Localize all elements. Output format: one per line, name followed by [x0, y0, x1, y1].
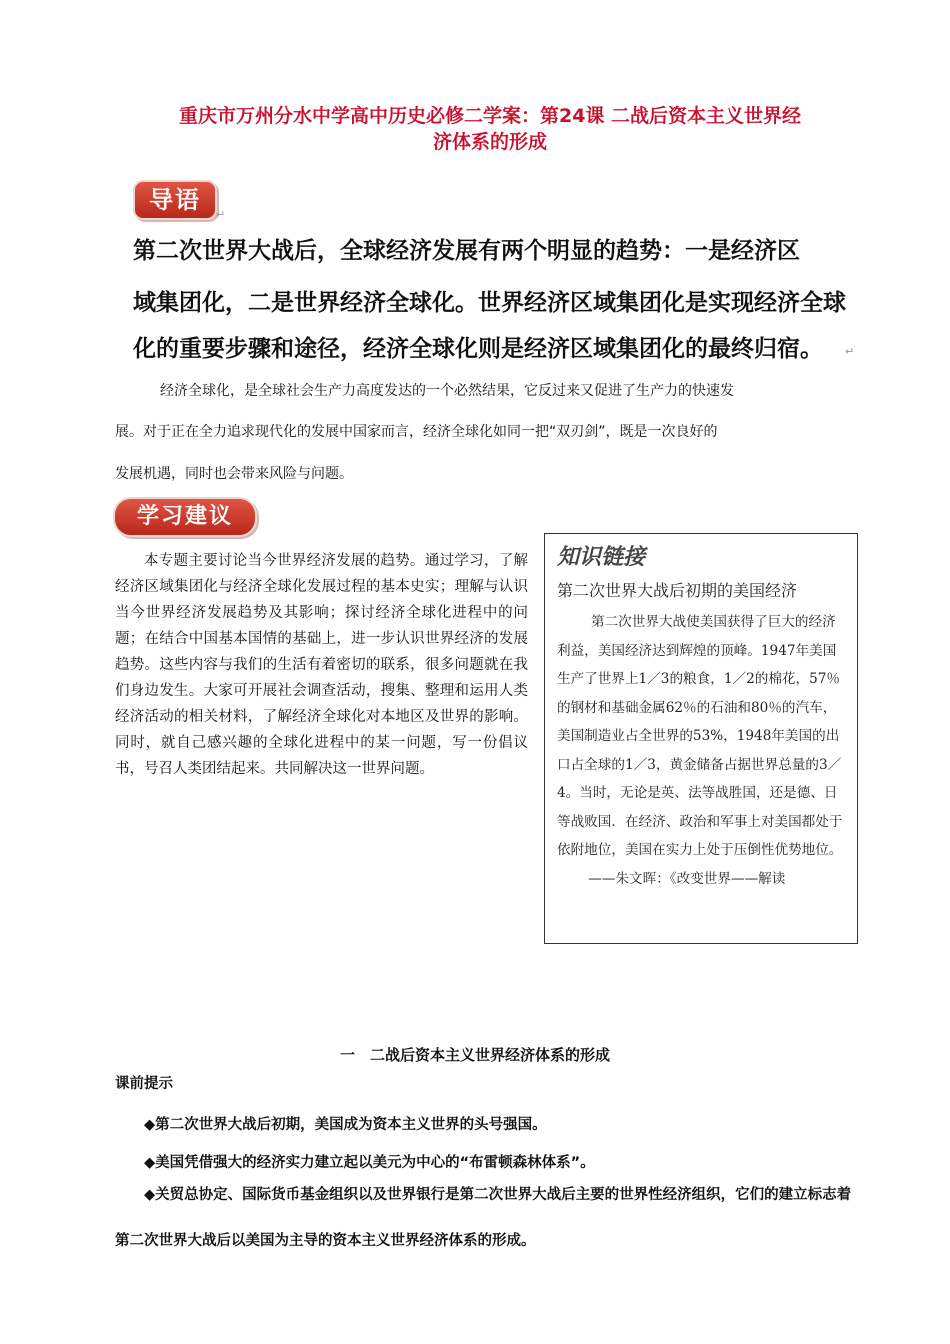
- knowledge-link-body: [557, 608, 849, 893]
- knowledge-link-box: [544, 533, 858, 944]
- knowledge-link-source: ——朱文晖：《改变世界——解读: [588, 870, 786, 887]
- study-suggestion-text: 本专题主要讨论当今世界经济发展的趋势。通过学习，了解经济区域集团化与经济全球化发展过程的基本史实；理解与认识当今世界经济发展趋势及其影响；探讨经济全球化进程中的问题；在结合中国基本国情的基础上，进一步认识世界经济的发展趋势。这些内容与我们的生活有着密切的联系，很多问题就在我们身边发生。大家可开展社会调查活动，搜集、整理和运用人类经济活动的相关材料，了解经济全球化对本地区及世界的影响。同时，就自己感兴趣的全球化进程中的某一问题，写一份倡议书，号召人类团结起来。共同解决这一世界问题。: [115, 553, 528, 777]
- hint-bullet-3-text: ◆关贸总协定、国际货币基金组织以及世界银行是第二次世界大战后主要的世界性经济组织，它们的建立标志着第二次世界大战后以美国为主导的资本主义世界经济体系的形成。: [115, 1187, 852, 1249]
- hint-bullet-1: [115, 1106, 860, 1144]
- hint-bullet-1-text: ◆第二次世界大战后初期，美国成为资本主义世界的头号强国。: [144, 1117, 547, 1133]
- study-suggestion: [115, 548, 528, 782]
- daoyu-label: 导语: [133, 180, 217, 220]
- paragraph-mark-icon: ↵: [845, 345, 855, 358]
- intro-big-line-1: 第二次世界大战后，全球经济发展有两个明显的趋势：一是经济区: [133, 238, 800, 264]
- title-line-1: 重庆市万州分水中学高中历史必修二学案：第24课 二战后资本主义世界经: [178, 105, 802, 127]
- paragraph-mark-icon: ↵: [216, 208, 226, 221]
- hint-bullet-3: [115, 1172, 860, 1264]
- intro-small-line-3: 发展机遇，同时也会带来风险与问题。: [115, 466, 353, 482]
- intro-small-line-2: 展。对于正在全力追求现代化的发展中国家而言，经济全球化如同一把“双刃剑”，既是一次良好的: [115, 424, 718, 440]
- xuexi-label: 学习建议: [113, 497, 257, 537]
- intro-big-line-3: 化的重要步骤和途径，经济全球化则是经济区域集团化的最终归宿。: [133, 336, 823, 362]
- pre-class-hint-label: 课前提示: [115, 1076, 173, 1092]
- intro-small-line-1: 经济全球化，是全球社会生产力高度发达的一个必然结果，它反过来又促进了生产力的快速发: [160, 383, 734, 399]
- hint-bullet-2-text: ◆美国凭借强大的经济实力建立起以美元为中心的“布雷顿森林体系”。: [144, 1155, 595, 1171]
- knowledge-link-subtitle: 第二次世界大战后初期的美国经济: [557, 581, 798, 600]
- title-line-2: 济体系的形成: [432, 131, 547, 153]
- section-title: 一 二战后资本主义世界经济体系的形成: [339, 1046, 610, 1064]
- knowledge-link-header: 知识链接: [557, 545, 646, 570]
- intro-big-line-2: 域集团化，二是世界经济全球化。世界经济区域集团化是实现经济全球: [133, 290, 846, 316]
- document-title: [110, 103, 870, 155]
- knowledge-link-text: 第二次世界大战使美国获得了巨大的经济利益，美国经济达到辉煌的顶峰。1947年美国生产了世界上1／3的粮食，1／2的棉花，57％的钢材和基础金属62％的石油和80％的汽车，美国制造业占全世界的53%，1948年美国的出口占全球的1／3，黄金储备占据世界总量的3／4。当时，无论是英、法等战胜国，还是德、日等战败国．在经济、政治和军事上对美国都处于依附地位，美国在实力上处于压倒性优势地位。: [557, 614, 843, 858]
